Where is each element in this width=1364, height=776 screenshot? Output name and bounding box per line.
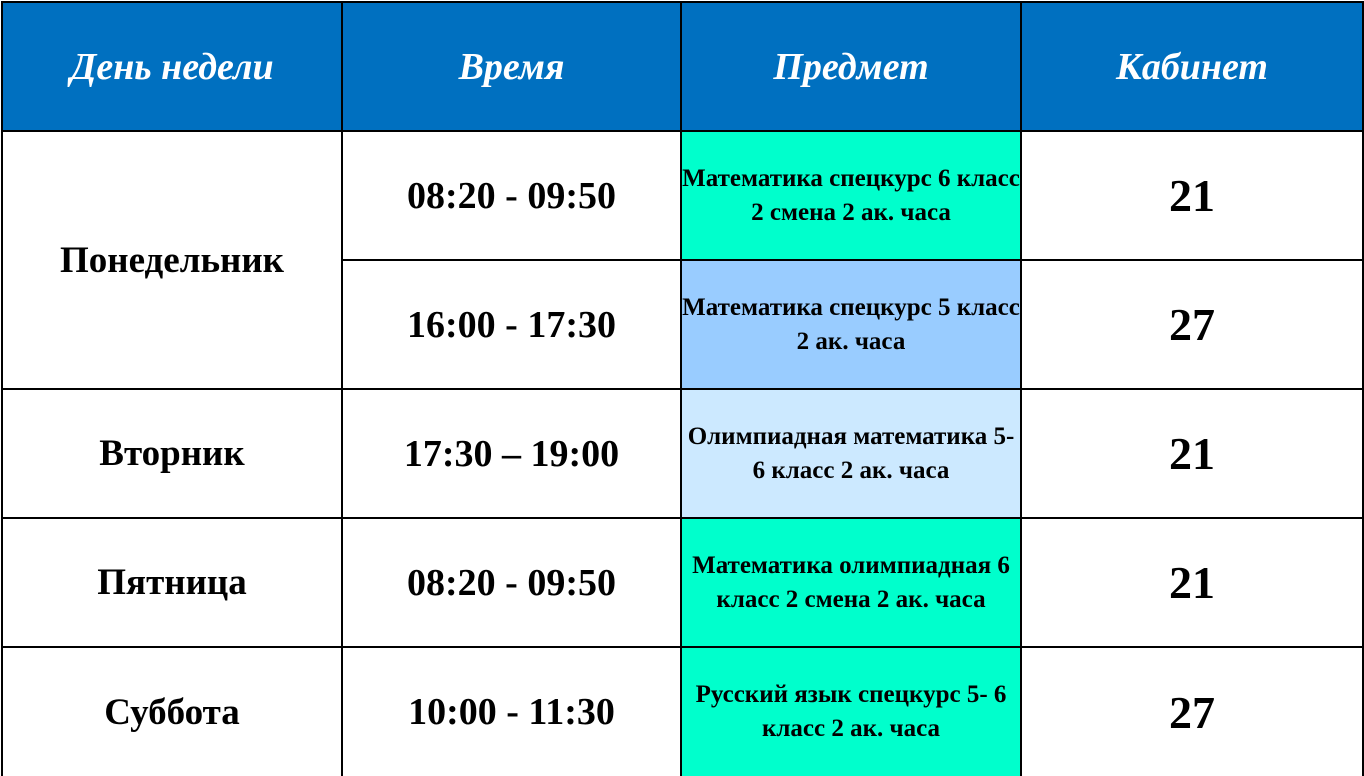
subject-cell <box>681 389 1021 518</box>
schedule-table <box>1 1 1364 776</box>
header-day: День недели <box>2 2 342 131</box>
time-cell: 08:20 - 09:50 <box>342 131 681 260</box>
day-cell: Суббота <box>2 647 342 776</box>
time-cell: 08:20 - 09:50 <box>342 518 681 647</box>
day-cell: Вторник <box>2 389 342 518</box>
time-cell: 10:00 - 11:30 <box>342 647 681 776</box>
subject-cell <box>681 131 1021 260</box>
time-cell: 17:30 – 19:00 <box>342 389 681 518</box>
room-cell: 21 <box>1021 131 1363 260</box>
subject-text: Олимпиадная математика 5- 6 класс 2 ак. часа <box>687 422 1015 484</box>
subject-cell <box>681 518 1021 647</box>
table-row <box>2 647 1363 776</box>
room-cell: 27 <box>1021 647 1363 776</box>
subject-cell <box>681 647 1021 776</box>
header-subject: Предмет <box>681 2 1021 131</box>
table-row <box>2 389 1363 518</box>
header-time: Время <box>342 2 681 131</box>
table-header-row <box>2 2 1363 131</box>
subject-text: Русский язык спецкурс 5- 6 класс 2 ак. часа <box>695 681 1007 742</box>
subject-text: Математика олимпиадная 6 класс 2 смена 2 ак. часа <box>692 551 1010 613</box>
table-row <box>2 518 1363 647</box>
header-room: Кабинет <box>1021 2 1363 131</box>
subject-text: Математика спецкурс 6 класс 2 смена 2 ак. часа <box>682 164 1020 226</box>
subject-cell <box>681 260 1021 389</box>
room-cell: 21 <box>1021 389 1363 518</box>
room-cell: 27 <box>1021 260 1363 389</box>
subject-text: Математика спецкурс 5 класс 2 ак. часа <box>682 293 1020 355</box>
table-row <box>2 131 1363 260</box>
day-cell: Понедельник <box>2 131 342 389</box>
room-cell: 21 <box>1021 518 1363 647</box>
time-cell: 16:00 - 17:30 <box>342 260 681 389</box>
day-cell: Пятница <box>2 518 342 647</box>
